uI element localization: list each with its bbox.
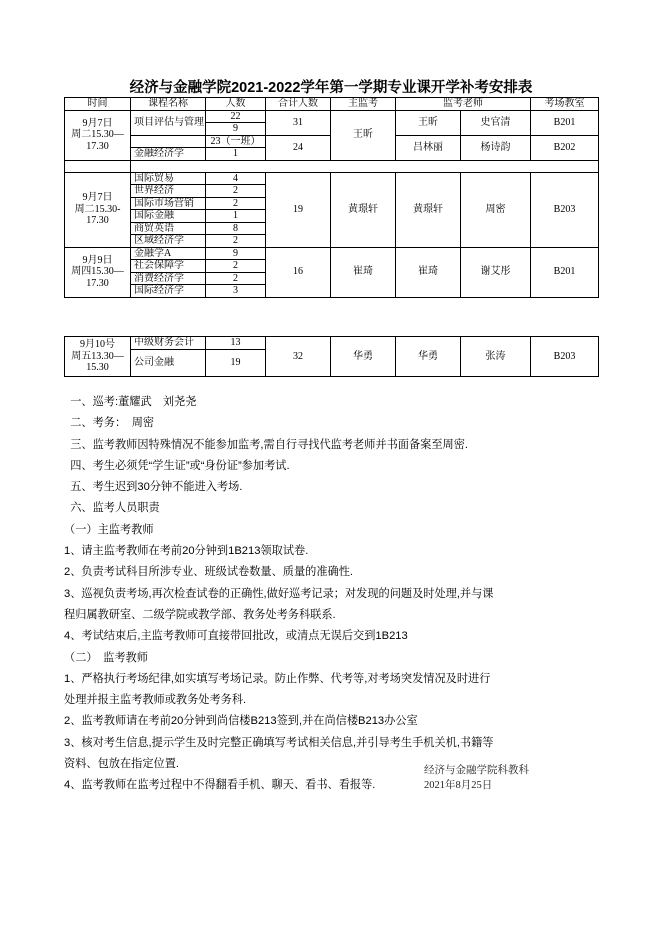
cell-count-s3-r1: 9	[206, 247, 266, 260]
cell-course-s2-r1: 国际贸易	[131, 172, 206, 185]
cell-time-section-4: 9月10号 周五13.30— 15.30	[65, 337, 131, 377]
cell-room-section-2: B203	[531, 172, 599, 247]
cell-room-section-3: B201	[531, 247, 599, 297]
note-line: 程归属教研室、二级学院或教学部、教务处考务科联系.	[64, 608, 336, 621]
cell-count-s1-r1: 22	[206, 110, 266, 123]
note-line: 一、巡考:董耀武 刘尧尧	[64, 396, 197, 408]
note-line: 2、负责考试科目所涉专业、班级试卷数量、质量的准确性.	[64, 566, 354, 579]
cell-count-s4-r1: 13	[206, 337, 266, 350]
cell-course-s1-r3	[131, 135, 206, 148]
note-line: 1、严格执行考场纪律,如实填写考场记录。防止作弊、代考等,对考场突发情况及时进行	[64, 672, 491, 685]
cell-room-s1-r3: B202	[531, 135, 599, 160]
cell-course-s3-r1: 金融学A	[131, 247, 206, 260]
cell-course-s2-r4: 国际金融	[131, 210, 206, 223]
note-line: 1、请主监考教师在考前20分钟到1B213领取试卷.	[64, 545, 309, 558]
cell-room-section-4: B203	[531, 337, 599, 377]
signature-block	[424, 763, 529, 793]
exam-schedule-table-section-4	[64, 336, 599, 377]
notes-section	[64, 392, 604, 797]
cell-course-s1-r4: 金融经济学	[131, 148, 206, 161]
header-invigilators: 监考老师	[396, 98, 531, 111]
cell-count-s1-r3: 23（一班）	[206, 135, 266, 148]
note-line: 六、监考人员职责	[64, 502, 160, 515]
cell-count-s2-r4: 1	[206, 210, 266, 223]
cell-count-s3-r4: 3	[206, 285, 266, 298]
cell-chief-section-3: 崔琦	[331, 247, 396, 297]
note-line: 五、考生迟到30分钟不能进入考场.	[64, 481, 243, 494]
cell-chief-section-4: 华勇	[331, 337, 396, 377]
header-count: 人数	[206, 98, 266, 111]
cell-invigilator1-section-4: 华勇	[396, 337, 461, 377]
cell-total-section-3: 16	[266, 247, 331, 297]
header-course: 课程名称	[131, 98, 206, 111]
note-line: 三、监考教师因特殊情况不能参加监考,需自行寻找代监考老师并书面备案至周密.	[64, 438, 468, 451]
cell-count-s4-r2: 19	[206, 349, 266, 376]
cell-count-s2-r5: 8	[206, 222, 266, 235]
cell-count-s1-r2: 9	[206, 123, 266, 136]
table-spacer-row	[65, 160, 599, 172]
header-room: 考场教室	[531, 98, 599, 111]
cell-course-s2-r3: 国际市场营销	[131, 197, 206, 210]
note-line: 二、考务： 周密	[64, 417, 155, 430]
cell-count-s3-r3: 2	[206, 272, 266, 285]
cell-course-s1-r1: 项目评估与管理	[131, 110, 206, 135]
cell-time-section-3: 9月9日 周四15.30— 17.30	[65, 247, 131, 297]
note-line: 资料、包放在指定位置.	[64, 758, 179, 771]
cell-invigilator1-section-3: 崔琦	[396, 247, 461, 297]
cell-invigilator2-s1-r3: 杨诗韵	[461, 135, 531, 160]
note-line: 4、监考教师在监考过程中不得翻看手机、聊天、看书、看报等.	[64, 779, 376, 792]
cell-invigilator1-section-2: 黄璟轩	[396, 172, 461, 247]
spacer-cell-right	[131, 160, 599, 172]
cell-course-s4-r1: 中级财务会计	[131, 337, 206, 350]
cell-course-s2-r2: 世界经济	[131, 185, 206, 198]
cell-count-s2-r1: 4	[206, 172, 266, 185]
cell-total-section-2: 19	[266, 172, 331, 247]
cell-invigilator2-section-2: 周密	[461, 172, 531, 247]
cell-total-s1-r1: 31	[266, 110, 331, 135]
cell-time-section-2: 9月7日 周二15.30- 17.30	[65, 172, 131, 247]
cell-invigilator1-s1-r3: 吕林丽	[396, 135, 461, 160]
note-line: （二） 监考教师	[64, 651, 148, 664]
header-chief-invigilator: 主监考	[331, 98, 396, 111]
table-row	[65, 337, 599, 350]
exam-schedule-table	[64, 97, 599, 298]
cell-course-s2-r6: 区域经济学	[131, 235, 206, 248]
signature-department: 经济与金融学院科教科	[424, 765, 529, 776]
cell-total-s1-r3: 24	[266, 135, 331, 160]
table-row	[65, 247, 599, 260]
table-header-row	[65, 98, 599, 111]
cell-invigilator2-section-4: 张涛	[461, 337, 531, 377]
cell-count-s2-r3: 2	[206, 197, 266, 210]
header-time: 时间	[65, 98, 131, 111]
note-line: 4、考试结束后,主监考教师可直接带回批改，或清点无误后交到1B213	[64, 630, 408, 643]
cell-course-s3-r4: 国际经济学	[131, 285, 206, 298]
cell-time-section-1: 9月7日 周二15.30— 17.30	[65, 110, 131, 160]
cell-invigilator2-section-3: 谢艾彤	[461, 247, 531, 297]
note-line: 处理并报主监考教师或教务处考务科.	[64, 694, 247, 707]
cell-count-s2-r6: 2	[206, 235, 266, 248]
table-row	[65, 110, 599, 123]
cell-count-s1-r4: 1	[206, 148, 266, 161]
note-line: 3、巡视负责考场,再次检查试卷的正确性,做好巡考记录；对发现的问题及时处理,并与课	[64, 587, 494, 600]
cell-chief-section-1: 王昕	[331, 110, 396, 160]
table-row	[65, 172, 599, 185]
page-title: 经济与金融学院2021-2022学年第一学期专业课开学补考安排表	[129, 80, 533, 96]
cell-course-s2-r5: 商贸英语	[131, 222, 206, 235]
note-line: 四、考生必须凭“学生证”或“身份证”参加考试.	[64, 459, 290, 472]
note-line: （一）主监考教师	[64, 523, 154, 536]
cell-course-s3-r2: 社会保障学	[131, 260, 206, 273]
note-line: 2、监考教师请在考前20分钟到尚信楼B213签到,并在尚信楼B213办公室	[64, 715, 418, 728]
cell-invigilator2-s1-r1: 史官清	[461, 110, 531, 135]
header-total: 合计人数	[266, 98, 331, 111]
note-line: 3、核对考生信息,提示学生及时完整正确填写考试相关信息,并引导考生手机关机,书籍等	[64, 736, 494, 749]
cell-count-s2-r2: 2	[206, 185, 266, 198]
cell-total-section-4: 32	[266, 337, 331, 377]
cell-course-s4-r2: 公司金融	[131, 349, 206, 376]
cell-room-s1-r1: B201	[531, 110, 599, 135]
cell-invigilator1-s1-r1: 王昕	[396, 110, 461, 135]
spacer-cell-left	[65, 160, 131, 172]
cell-chief-section-2: 黄璟轩	[331, 172, 396, 247]
cell-course-s3-r3: 消费经济学	[131, 272, 206, 285]
cell-count-s3-r2: 2	[206, 260, 266, 273]
signature-date: 2021年8月25日	[424, 780, 493, 791]
